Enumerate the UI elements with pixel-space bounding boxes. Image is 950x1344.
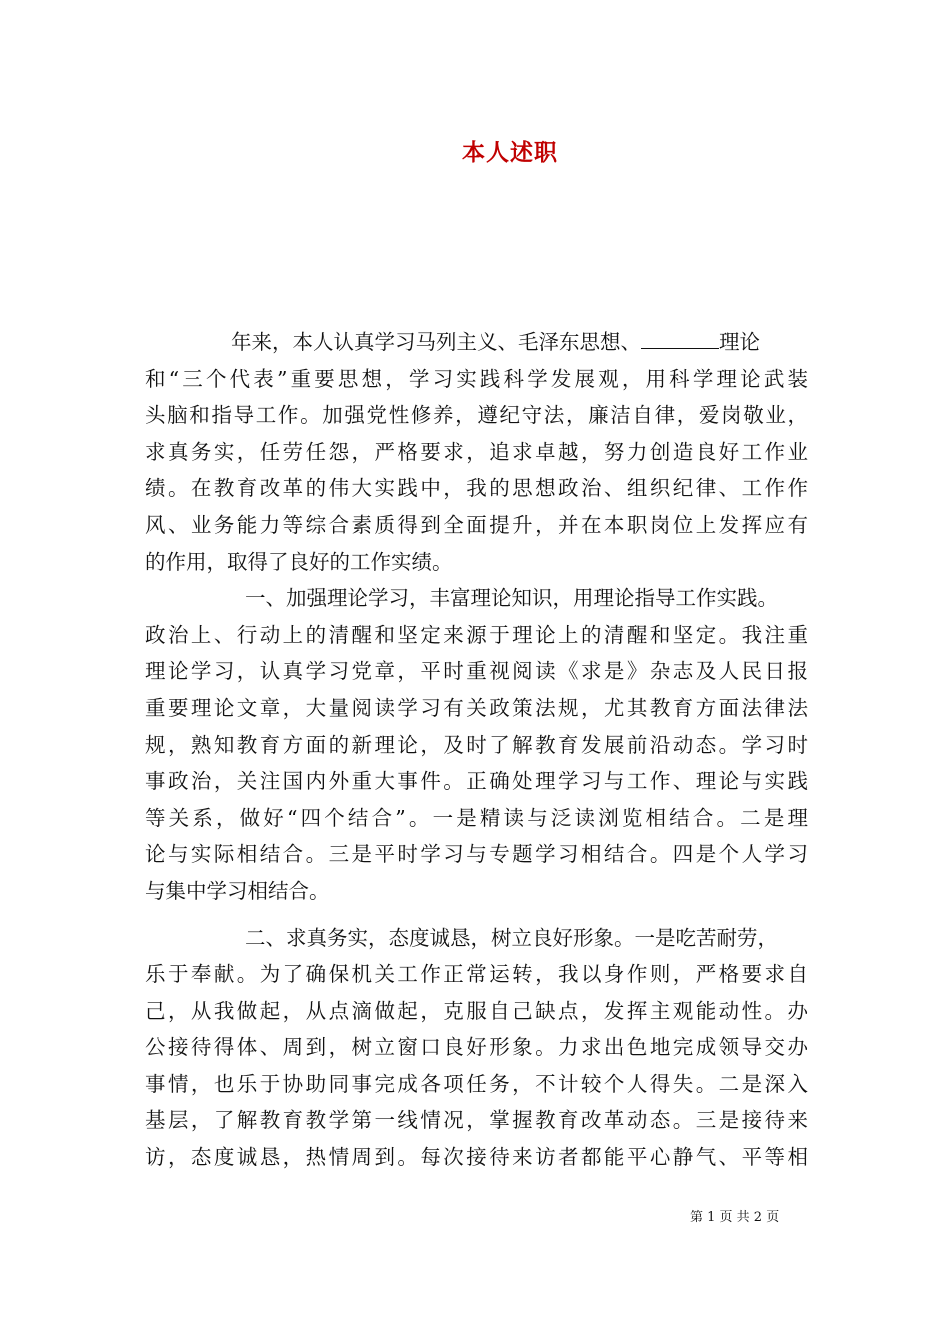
paragraph-1-line: 的作用，取得了良好的工作实绩。	[145, 549, 453, 574]
page-number: 第 1 页 共 2 页	[690, 1210, 780, 1225]
paragraph-2-line: 与集中学习相结合。	[145, 878, 330, 903]
paragraph-3-line: 访，态度诚恳，热情周到。每次接待来访者都能平心静气、平等相	[145, 1145, 808, 1170]
paragraph-2-line: 事政治，关注国内外重大事件。正确处理学习与工作、理论与实践	[145, 769, 808, 794]
paragraph-1-line: 绩。在教育改革的伟大实践中，我的思想政治、组织纪律、工作作	[145, 476, 808, 501]
paragraph-3-line: 公接待得体、周到，树立窗口良好形象。力求出色地完成领导交办	[145, 1035, 808, 1060]
paragraph-3-line: 事情，也乐于协助同事完成各项任务，不计较个人得失。二是深入	[145, 1071, 808, 1096]
paragraph-2-line: 重要理论文章，大量阅读学习有关政策法规，尤其教育方面法律法	[145, 695, 808, 720]
fill-in-blank	[641, 330, 719, 349]
paragraph-1-text-start: 年来，本人认真学习马列主义、毛泽东思想、	[231, 330, 641, 354]
paragraph-3-line: 己，从我做起，从点滴做起，克服自己缺点，发挥主观能动性。办	[145, 998, 808, 1023]
paragraph-2-line: 政治上、行动上的清醒和坚定来源于理论上的清醒和坚定。我注重	[145, 622, 808, 647]
paragraph-2-line: 规，熟知教育方面的新理论，及时了解教育发展前沿动态。学习时	[145, 732, 808, 757]
paragraph-2-heading-line: 一、加强理论学习，丰富理论知识，用理论指导工作实践。	[245, 586, 778, 611]
paragraph-1-line: 风、业务能力等综合素质得到全面提升，并在本职岗位上发挥应有	[145, 512, 808, 537]
paragraph-2-line: 等关系，做好“四个结合”。一是精读与泛读浏览相结合。二是理	[145, 805, 808, 830]
paragraph-2-line: 理论学习，认真学习党章，平时重视阅读《求是》杂志及人民日报	[145, 659, 808, 684]
document-body	[145, 324, 808, 1176]
paragraph-1-line: 求真务实，任劳任怨，严格要求，追求卓越，努力创造良好工作业	[145, 439, 808, 464]
paragraph-3-line: 乐于奉献。为了确保机关工作正常运转，我以身作则，严格要求自	[145, 962, 808, 987]
paragraph-1-line: 头脑和指导工作。加强党性修养，遵纪守法，廉洁自律，爱岗敬业，	[145, 403, 808, 428]
document-title: 本人述职	[462, 139, 558, 166]
paragraph-1-text-end: 理论	[719, 330, 760, 354]
paragraph-2-line: 论与实际相结合。三是平时学习与专题学习相结合。四是个人学习	[145, 842, 808, 867]
paragraph-1-line: 和“三个代表”重要思想，学习实践科学发展观，用科学理论武装	[145, 366, 808, 391]
paragraph-1-first-line	[145, 324, 808, 361]
paragraph-gap	[145, 910, 808, 920]
paragraph-3-heading-line: 二、求真务实，态度诚恳，树立良好形象。一是吃苦耐劳，	[245, 925, 778, 950]
paragraph-3-line: 基层，了解教育教学第一线情况，掌握教育改革动态。三是接待来	[145, 1108, 808, 1133]
